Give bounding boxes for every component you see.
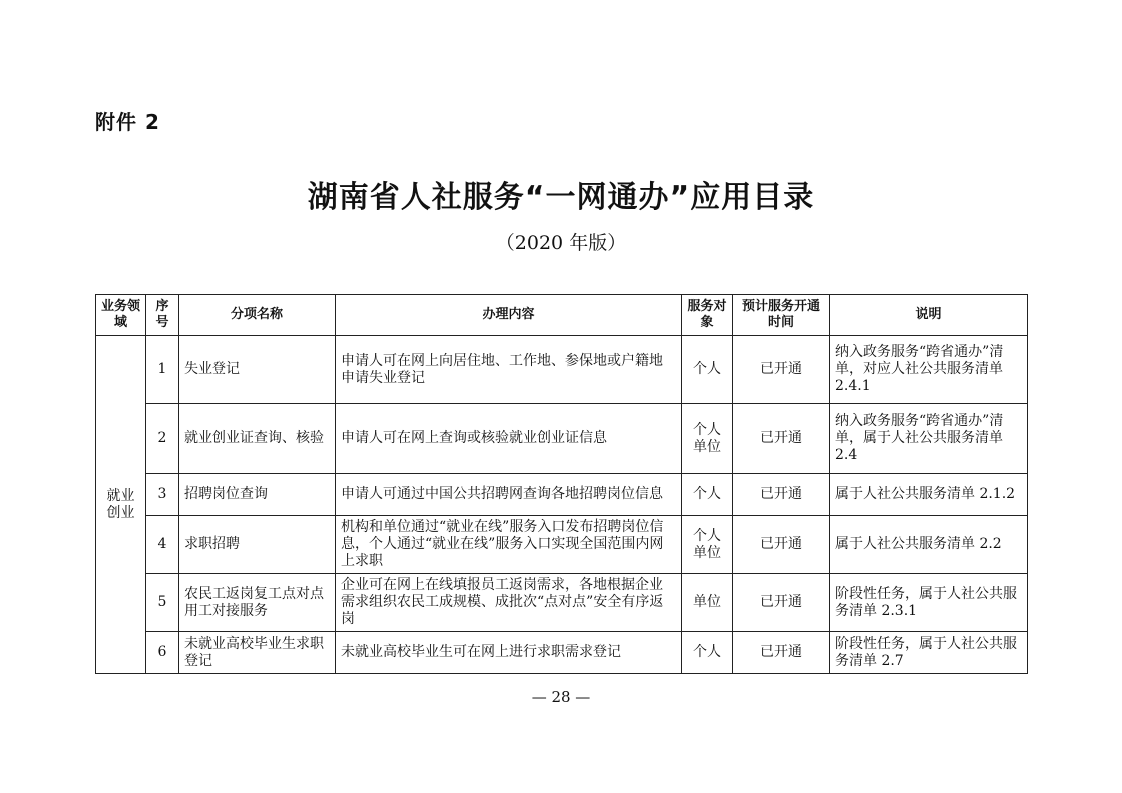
row-item: 农民工返岗复工点对点用工对接服务 [179,574,336,632]
domain-cell: 就业创业 [96,336,146,674]
row-content: 申请人可在网上查询或核验就业创业证信息 [336,404,682,474]
header-seq: 序号 [146,295,179,336]
page-number: — 28 — [531,688,591,706]
row-content: 申请人可通过中国公共招聘网查询各地招聘岗位信息 [336,474,682,516]
annex-label: 附件 2 [95,110,160,134]
document-title: 湖南省人社服务“一网通办”应用目录 [307,180,815,215]
row-item: 失业登记 [179,336,336,404]
row-seq: 5 [146,574,179,632]
row-target: 个人 [682,474,733,516]
row-item: 求职招聘 [179,516,336,574]
row-seq: 6 [146,632,179,674]
row-note: 属于人社公共服务清单 2.1.2 [830,474,1028,516]
table-header-row [96,295,1028,336]
row-target: 个人 [682,632,733,674]
row-target: 个人单位 [682,404,733,474]
row-item: 招聘岗位查询 [179,474,336,516]
row-time: 已开通 [733,516,830,574]
document-subtitle: （2020 年版） [495,232,627,254]
table-row [96,516,1028,574]
row-note: 纳入政务服务“跨省通办”清单，属于人社公共服务清单 2.4 [830,404,1028,474]
header-note: 说明 [830,295,1028,336]
table-row [96,574,1028,632]
row-time: 已开通 [733,336,830,404]
header-time: 预计服务开通时间 [733,295,830,336]
row-seq: 3 [146,474,179,516]
row-time: 已开通 [733,404,830,474]
header-item: 分项名称 [179,295,336,336]
row-target: 个人单位 [682,516,733,574]
table-row [96,474,1028,516]
row-content: 未就业高校毕业生可在网上进行求职需求登记 [336,632,682,674]
table-row [96,632,1028,674]
row-time: 已开通 [733,632,830,674]
table-row [96,336,1028,404]
service-catalog-table [95,294,1028,674]
row-item: 就业创业证查询、核验 [179,404,336,474]
table-row [96,404,1028,474]
row-target: 个人 [682,336,733,404]
row-seq: 1 [146,336,179,404]
row-item: 未就业高校毕业生求职登记 [179,632,336,674]
header-target: 服务对象 [682,295,733,336]
row-note: 阶段性任务，属于人社公共服务清单 2.7 [830,632,1028,674]
row-seq: 2 [146,404,179,474]
row-note: 阶段性任务，属于人社公共服务清单 2.3.1 [830,574,1028,632]
row-content: 企业可在网上在线填报员工返岗需求，各地根据企业需求组织农民工成规模、成批次“点对点”安全有序返岗 [336,574,682,632]
row-target: 单位 [682,574,733,632]
row-note: 纳入政务服务“跨省通办”清单，对应人社公共服务清单 2.4.1 [830,336,1028,404]
row-seq: 4 [146,516,179,574]
header-domain: 业务领域 [96,295,146,336]
row-content: 申请人可在网上向居住地、工作地、参保地或户籍地申请失业登记 [336,336,682,404]
row-note: 属于人社公共服务清单 2.2 [830,516,1028,574]
row-time: 已开通 [733,474,830,516]
header-content: 办理内容 [336,295,682,336]
row-time: 已开通 [733,574,830,632]
row-content: 机构和单位通过“就业在线”服务入口发布招聘岗位信息，个人通过“就业在线”服务入口实现全国范围内网上求职 [336,516,682,574]
